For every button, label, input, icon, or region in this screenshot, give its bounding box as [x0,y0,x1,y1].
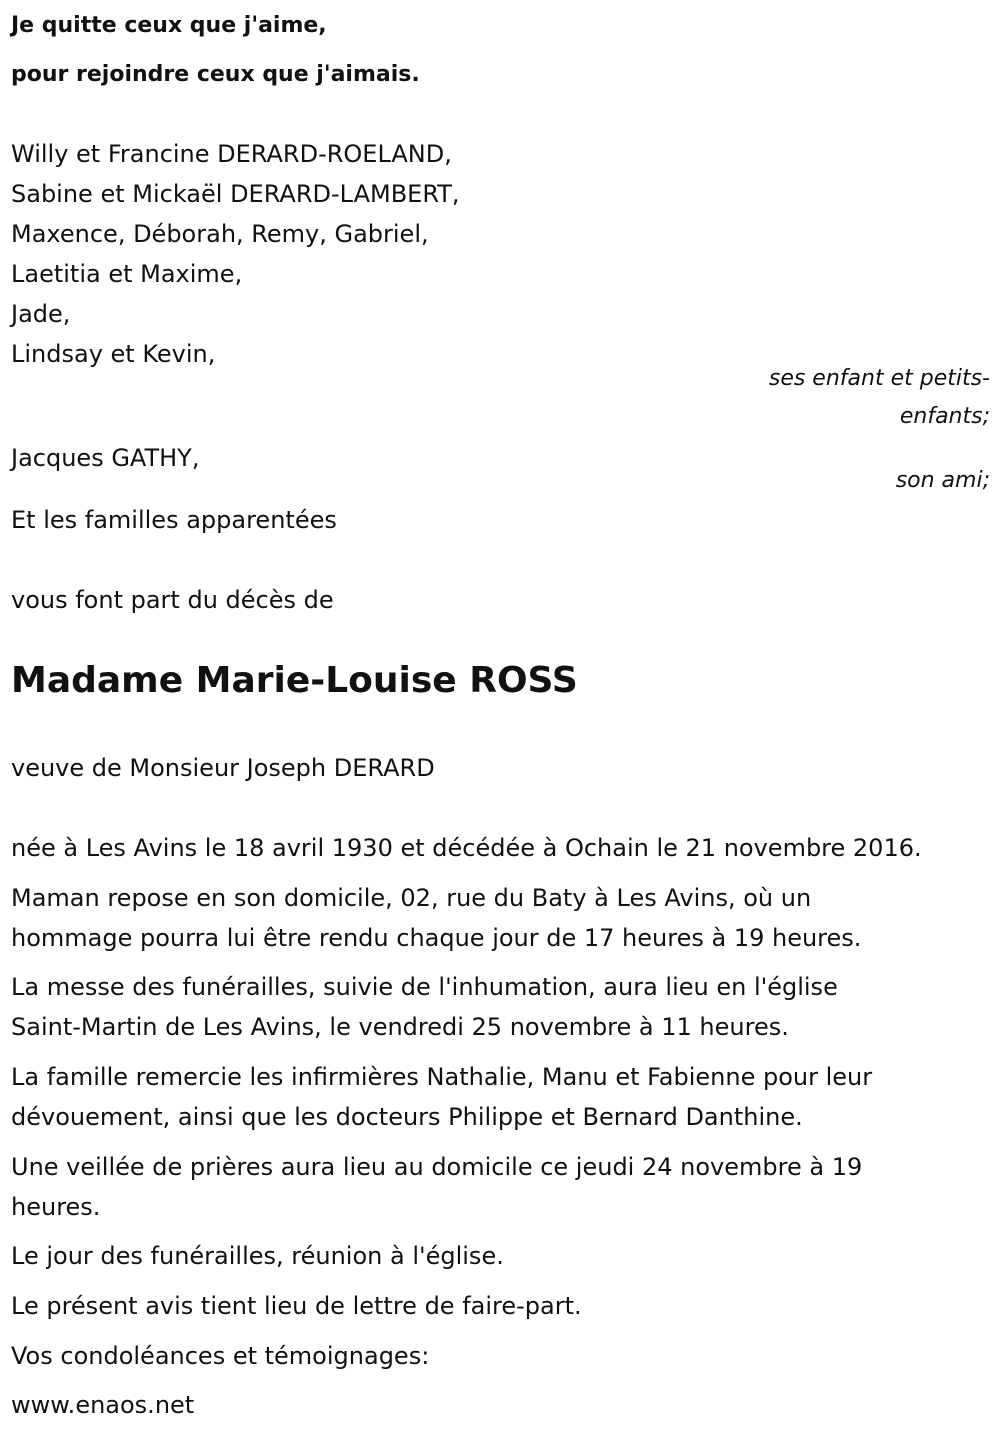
relatives-line: Et les familles apparentées [11,506,337,534]
epigraph-line-2: pour rejoindre ceux que j'aimais. [11,62,420,87]
body-line-11: Le présent avis tient lieu de lettre de faire-part. [11,1292,582,1320]
body-line-7: dévouement, ainsi que les docteurs Philippe et Bernard Danthine. [11,1103,803,1131]
family-line-6: Lindsay et Kevin, [11,340,216,368]
body-line-3: hommage pourra lui être rendu chaque jour de 17 heures à 19 heures. [11,924,862,952]
body-line-6: La famille remercie les infirmières Nathalie, Manu et Fabienne pour leur [11,1063,873,1091]
body-line-2: Maman repose en son domicile, 02, rue du Baty à Les Avins, où un [11,884,812,912]
widow-of-line: veuve de Monsieur Joseph DERARD [11,754,435,782]
family-role-line-1: ses enfant et petits- [768,366,990,391]
friend-role: son ami; [895,468,990,493]
friend-name: Jacques GATHY, [11,444,200,472]
body-line-4: La messe des funérailles, suivie de l'inhumation, aura lieu en l'église [11,973,838,1001]
body-line-5: Saint-Martin de Les Avins, le vendredi 25 novembre à 11 heures. [11,1013,789,1041]
website-link[interactable]: www.enaos.net [11,1391,195,1419]
deceased-name: Madame Marie-Louise ROSS [11,660,578,701]
family-line-5: Jade, [11,300,71,328]
epigraph-line-1: Je quitte ceux que j'aime, [11,13,327,38]
family-line-3: Maxence, Déborah, Remy, Gabriel, [11,220,429,248]
family-line-2: Sabine et Mickaël DERARD-LAMBERT, [11,180,460,208]
announcement-line: vous font part du décès de [11,586,334,614]
family-line-4: Laetitia et Maxime, [11,260,243,288]
birth-death-line: née à Les Avins le 18 avril 1930 et décédée à Ochain le 21 novembre 2016. [11,834,922,862]
body-line-10: Le jour des funérailles, réunion à l'église. [11,1242,504,1270]
body-line-8: Une veillée de prières aura lieu au domicile ce jeudi 24 novembre à 19 [11,1153,863,1181]
body-line-12: Vos condoléances et témoignages: [11,1342,430,1370]
family-role-line-2: enfants; [899,404,990,429]
family-line-1: Willy et Francine DERARD-ROELAND, [11,140,452,168]
body-line-9: heures. [11,1193,101,1221]
